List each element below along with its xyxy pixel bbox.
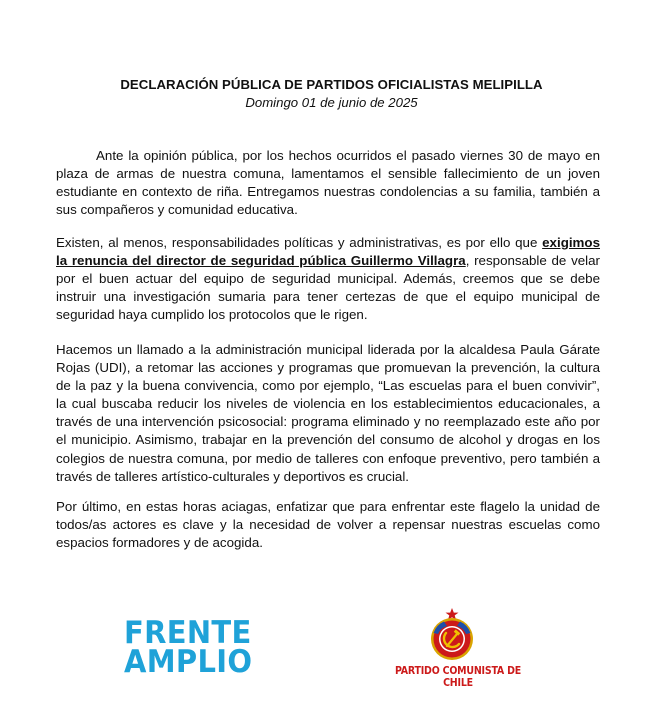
resignation-demand: exigimos la renuncia del director de seguridad pública Guillermo Villagra bbox=[56, 235, 600, 269]
paragraph-text: Por último, en estas horas aciagas, enfatizar que para enfrentar este flagelo la unidad de todos/as actores es clave y la necesidad de volver a repensar nuestras escuelas como espacios formadores y de acogida. bbox=[56, 499, 600, 551]
document-title: DECLARACIÓN PÚBLICA DE PARTIDOS OFICIALISTAS MELIPILLA bbox=[120, 77, 543, 92]
document-date: Domingo 01 de junio de 2025 bbox=[245, 95, 418, 110]
paragraph-text-after: , responsable de velar por el buen actuar del equipo de seguridad municipal. Además, creemos que se debe instruir una investigación sumaria para tener certezas de que el equipo municipal de seguridad haya cumplido los protocolos que le rigen. bbox=[56, 253, 600, 323]
paragraph-text bbox=[56, 234, 600, 324]
frente-amplio-logo-line1: FRENTE bbox=[124, 613, 252, 651]
paragraph-call-to-action bbox=[56, 341, 600, 486]
frente-amplio-logo-line2: AMPLIO bbox=[124, 642, 253, 680]
pc-emblem-icon bbox=[424, 607, 480, 663]
paragraph-closing bbox=[56, 498, 600, 552]
pc-logo-name: PARTIDO COMUNISTA DE CHILE bbox=[395, 665, 521, 689]
paragraph-condolences bbox=[56, 147, 600, 219]
paragraph-text-before: Existen, al menos, responsabilidades políticas y administrativas, es por ello que bbox=[56, 235, 543, 250]
frente-amplio-logo bbox=[124, 613, 264, 680]
paragraph-text: Hacemos un llamado a la administración municipal liderada por la alcaldesa Paula Gárate Rojas (UDI), a retomar las acciones y programas que promuevan la prevención, la cultura de la paz y la buena convivencia, como por ejemplo, “Las escuelas para el buen convivir”, la cual buscaba reducir los niveles de violencia en los establecimientos educacionales, a través de una intervención psicosocial: programa eliminado y no reemplazado este año por el municipio. Asimismo, trabajar en la prevención del consumo de alcohol y drogas en los colegios de nuestra comuna, por medio de talleres con enfoque preventivo, pero también a través de talleres artístico-culturales y deportivos es crucial. bbox=[56, 342, 600, 484]
paragraph-demand bbox=[56, 234, 600, 324]
paragraph-text: Ante la opinión pública, por los hechos ocurridos el pasado viernes 30 de mayo en plaza de armas de nuestra comuna, lamentamos el sensible fallecimiento de un joven estudiante en contexto de riña. Entregamos nuestras condolencias a su familia, también a sus compañeros y comunidad educativa. bbox=[56, 148, 600, 218]
